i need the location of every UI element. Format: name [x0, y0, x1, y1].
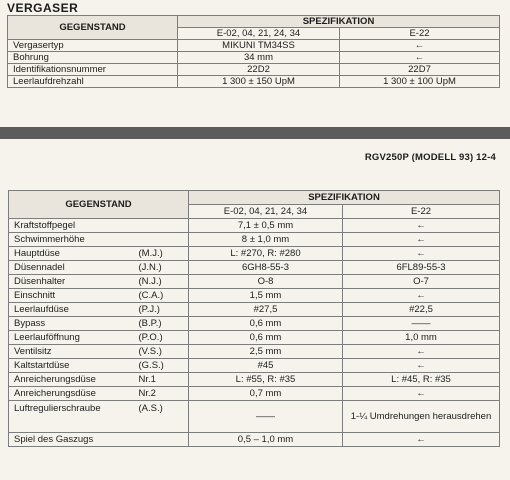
- row-value-e22: ←: [343, 289, 500, 303]
- row-value-e22: 6FL89-55-3: [343, 261, 500, 275]
- row-label: Kaltstartdüse: [9, 359, 137, 373]
- row-value-models: 34 mm: [178, 52, 340, 64]
- row-value-e22: ←: [343, 345, 500, 359]
- row-label: Kraftstoffpegel: [9, 219, 137, 233]
- row-label: Identifikationsnummer: [8, 64, 178, 76]
- table-row: [9, 401, 500, 433]
- table-row: [9, 303, 500, 317]
- row-label: Luftregulierschraube: [9, 401, 137, 433]
- table-row: [9, 433, 500, 447]
- header-spezifikation: SPEZIFIKATION: [178, 16, 500, 28]
- row-abbreviation: (G.S.): [137, 359, 189, 373]
- row-value-e22: 22D7: [340, 64, 500, 76]
- row-abbreviation: [137, 233, 189, 247]
- row-abbreviation: Nr.1: [137, 373, 189, 387]
- table-row: [8, 40, 500, 52]
- row-label: Schwimmerhöhe: [9, 233, 137, 247]
- row-abbreviation: (P.J.): [137, 303, 189, 317]
- table-row: [9, 219, 500, 233]
- row-abbreviation: (A.S.): [137, 401, 189, 433]
- row-abbreviation: [137, 433, 189, 447]
- header-col-e22: E-22: [340, 28, 500, 40]
- row-value-e22: ——: [343, 317, 500, 331]
- row-abbreviation: (C.A.): [137, 289, 189, 303]
- row-value-models: 1 300 ± 150 UpM: [178, 76, 340, 88]
- row-label: Düsenhalter: [9, 275, 137, 289]
- row-value-models: ——: [189, 401, 343, 433]
- row-label: Spiel des Gaszugs: [9, 433, 137, 447]
- row-value-e22: ←: [340, 40, 500, 52]
- row-label: Leerlauföffnung: [9, 331, 137, 345]
- row-value-e22: ←: [343, 233, 500, 247]
- row-value-models: L: #55, R: #35: [189, 373, 343, 387]
- table-row: [9, 289, 500, 303]
- row-abbreviation: (B.P.): [137, 317, 189, 331]
- row-value-models: MIKUNI TM34SS: [178, 40, 340, 52]
- row-label: Leerlaufdrehzahl: [8, 76, 178, 88]
- row-value-models: #27,5: [189, 303, 343, 317]
- row-abbreviation: (V.S.): [137, 345, 189, 359]
- row-value-models: 2,5 mm: [189, 345, 343, 359]
- table-row: [9, 359, 500, 373]
- row-abbreviation: (P.O.): [137, 331, 189, 345]
- row-label: Bypass: [9, 317, 137, 331]
- header-gegenstand: GEGENSTAND: [8, 16, 178, 40]
- page-divider: [0, 127, 510, 139]
- row-abbreviation: (J.N.): [137, 261, 189, 275]
- table-row: [8, 52, 500, 64]
- row-value-e22: O-7: [343, 275, 500, 289]
- row-value-e22: #22,5: [343, 303, 500, 317]
- carburetor-spec-table: [8, 190, 500, 447]
- row-value-models: 7,1 ± 0,5 mm: [189, 219, 343, 233]
- row-value-e22: 1-¼ Umdrehungen herausdrehen: [343, 401, 500, 433]
- header-gegenstand: GEGENSTAND: [9, 191, 189, 219]
- section-title-vergaser: VERGASER: [7, 1, 79, 15]
- table-row: [9, 345, 500, 359]
- row-abbreviation: (M.J.): [137, 247, 189, 261]
- row-abbreviation: Nr.2: [137, 387, 189, 401]
- header-col-e22: E-22: [343, 205, 500, 219]
- row-value-models: 0,7 mm: [189, 387, 343, 401]
- row-value-e22: ←: [343, 359, 500, 373]
- row-value-e22: 1 300 ± 100 UpM: [340, 76, 500, 88]
- table-row: [9, 261, 500, 275]
- header-col-models: E-02, 04, 21, 24, 34: [178, 28, 340, 40]
- row-label: Düsennadel: [9, 261, 137, 275]
- row-label: Ventilsitz: [9, 345, 137, 359]
- row-value-models: 0,6 mm: [189, 331, 343, 345]
- row-value-models: 6GH8-55-3: [189, 261, 343, 275]
- table-row: [9, 233, 500, 247]
- table-row: [9, 331, 500, 345]
- row-value-e22: ←: [343, 247, 500, 261]
- table-row: [8, 76, 500, 88]
- header-col-models: E-02, 04, 21, 24, 34: [189, 205, 343, 219]
- row-label: Vergasertyp: [8, 40, 178, 52]
- row-label: Anreicherungsdüse: [9, 373, 137, 387]
- row-label: Leerlaufdüse: [9, 303, 137, 317]
- row-value-models: L: #270, R: #280: [189, 247, 343, 261]
- row-value-e22: 1,0 mm: [343, 331, 500, 345]
- row-value-models: 22D2: [178, 64, 340, 76]
- row-value-models: #45: [189, 359, 343, 373]
- row-value-models: 1,5 mm: [189, 289, 343, 303]
- row-value-models: 8 ± 1,0 mm: [189, 233, 343, 247]
- table-row: [9, 373, 500, 387]
- row-value-models: 0,5 – 1,0 mm: [189, 433, 343, 447]
- page-reference: RGV250P (MODELL 93) 12-4: [364, 152, 496, 163]
- row-value-e22: ←: [343, 219, 500, 233]
- row-value-models: O-8: [189, 275, 343, 289]
- row-label: Anreicherungsdüse: [9, 387, 137, 401]
- table-row: [9, 317, 500, 331]
- row-label: Bohrung: [8, 52, 178, 64]
- row-abbreviation: (N.J.): [137, 275, 189, 289]
- row-value-e22: ←: [343, 387, 500, 401]
- row-value-e22: ←: [340, 52, 500, 64]
- row-label: Einschnitt: [9, 289, 137, 303]
- row-label: Hauptdüse: [9, 247, 137, 261]
- table-row: [8, 64, 500, 76]
- row-value-models: 0,6 mm: [189, 317, 343, 331]
- table-row: [9, 387, 500, 401]
- row-value-e22: L: #45, R: #35: [343, 373, 500, 387]
- header-spezifikation: SPEZIFIKATION: [189, 191, 500, 205]
- row-value-e22: ←: [343, 433, 500, 447]
- table-row: [9, 247, 500, 261]
- vergaser-spec-table: [7, 15, 500, 88]
- table-row: [9, 275, 500, 289]
- row-abbreviation: [137, 219, 189, 233]
